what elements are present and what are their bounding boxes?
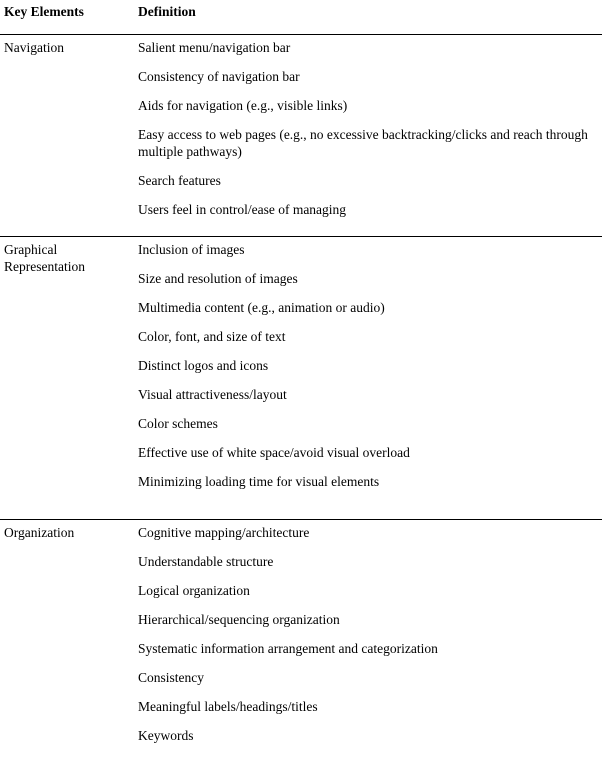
- definition-item: Systematic information arrangement and categorization: [138, 641, 438, 656]
- section-organization: [0, 520, 602, 770]
- definition-item: Effective use of white space/avoid visual overload: [138, 445, 410, 460]
- definition-item: Easy access to web pages (e.g., no excessive backtracking/clicks and reach through multiple pathways): [138, 127, 588, 159]
- definition-item: Consistency of navigation bar: [138, 69, 300, 84]
- definition-list: [138, 237, 598, 490]
- header-definition: Definition: [138, 4, 196, 19]
- section-key: Navigation: [4, 40, 64, 55]
- definition-item: Logical organization: [138, 583, 250, 598]
- definition-item: Keywords: [138, 728, 194, 743]
- definition-item: Hierarchical/sequencing organization: [138, 612, 340, 627]
- section-navigation: [0, 35, 602, 237]
- definition-item: Multimedia content (e.g., animation or audio): [138, 300, 385, 315]
- definition-list: [138, 35, 598, 218]
- definition-item: Color schemes: [138, 416, 218, 431]
- section-key: Organization: [4, 525, 75, 540]
- definition-item: Color, font, and size of text: [138, 329, 286, 344]
- definition-item: Aids for navigation (e.g., visible links): [138, 98, 348, 113]
- definition-item: Size and resolution of images: [138, 271, 298, 286]
- section-key: Graphical Representation: [4, 242, 85, 274]
- definition-item: Understandable structure: [138, 554, 274, 569]
- definition-item: Consistency: [138, 670, 204, 685]
- definition-item: Cognitive mapping/architecture: [138, 525, 310, 540]
- definition-item: Salient menu/navigation bar: [138, 40, 291, 55]
- definition-item: Inclusion of images: [138, 242, 245, 257]
- definition-item: Search features: [138, 173, 221, 188]
- definition-item: Distinct logos and icons: [138, 358, 269, 373]
- definition-item: Visual attractiveness/layout: [138, 387, 287, 402]
- definition-item: Minimizing loading time for visual elements: [138, 474, 380, 489]
- definition-item: Users feel in control/ease of managing: [138, 202, 347, 217]
- definition-list: [138, 520, 598, 744]
- table-header-row: [0, 0, 602, 35]
- header-key-elements: Key Elements: [4, 4, 84, 19]
- definition-item: Meaningful labels/headings/titles: [138, 699, 318, 714]
- section-graphical-representation: [0, 237, 602, 520]
